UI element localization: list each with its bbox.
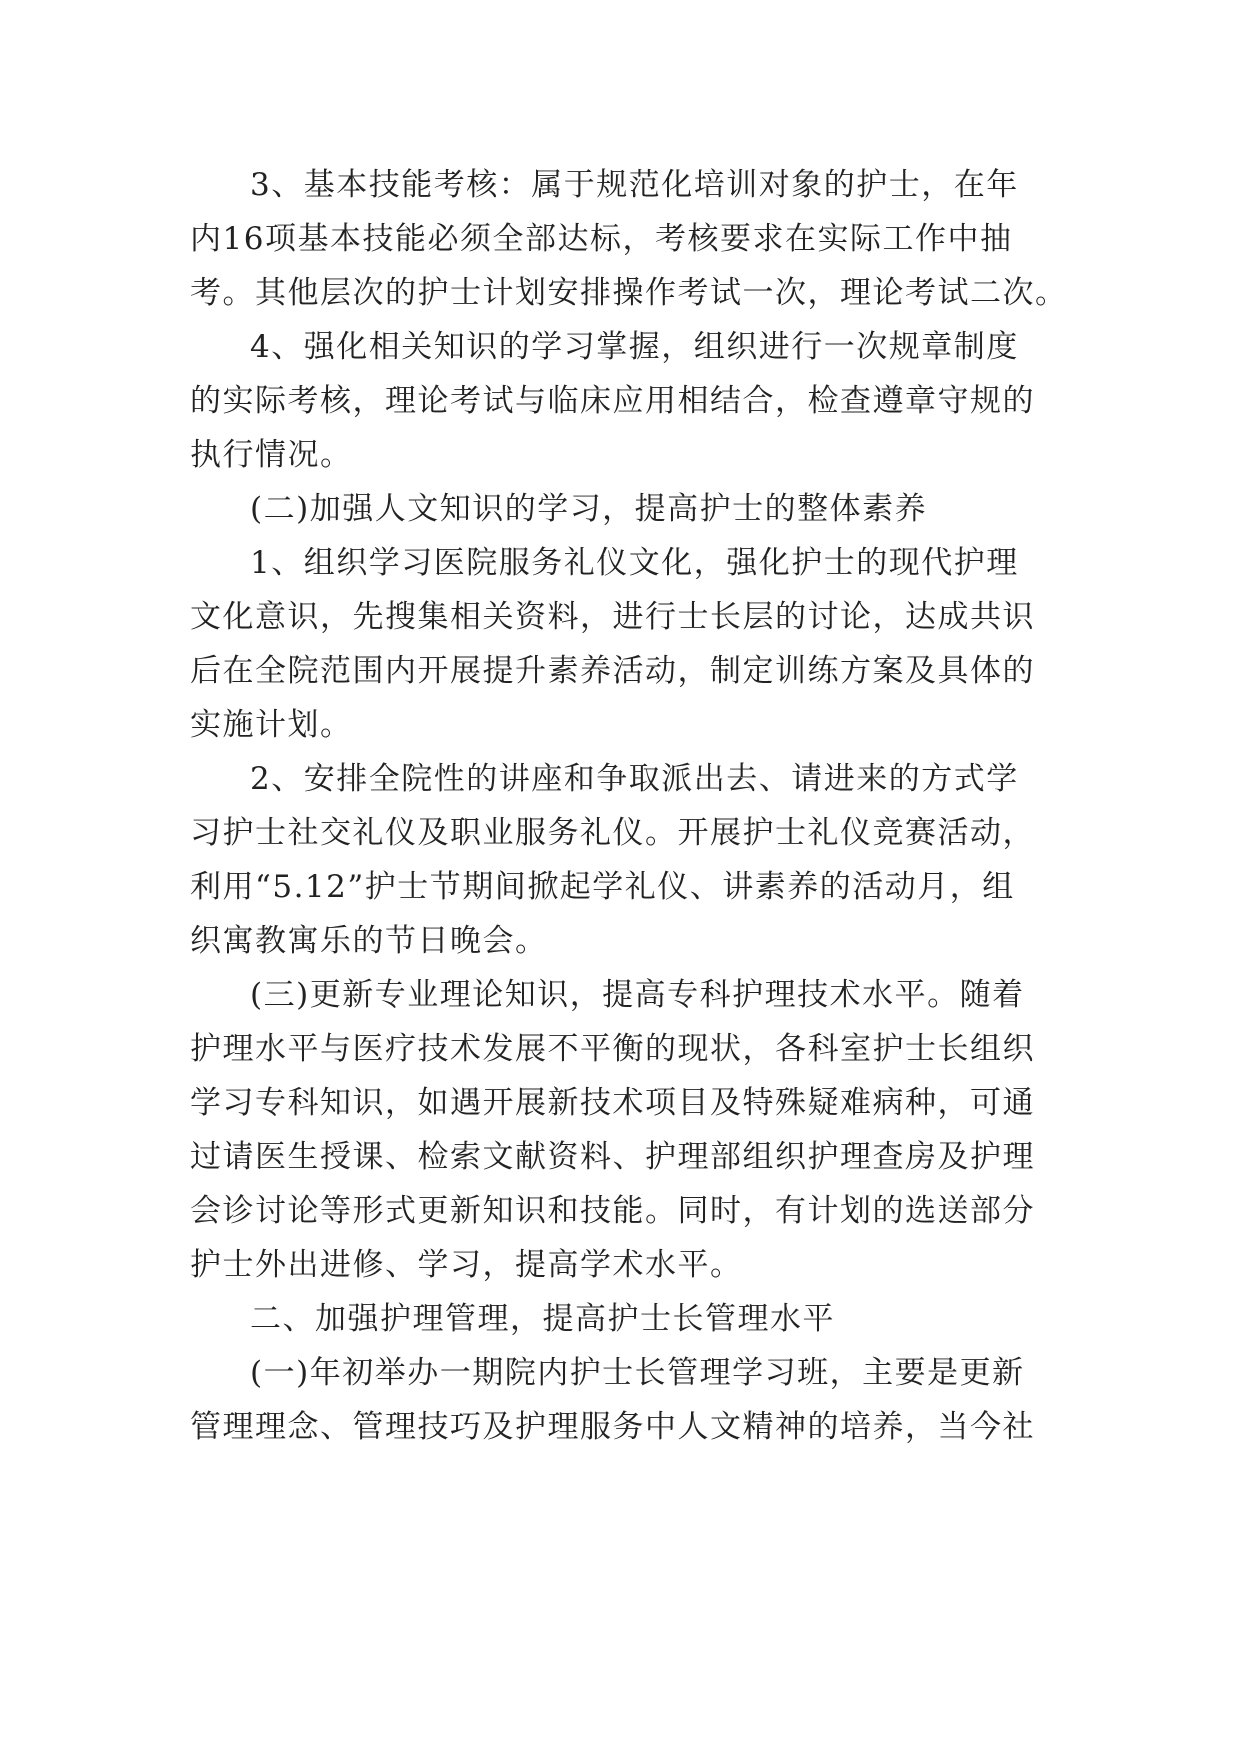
- paragraph-line: (三)更新专业理论知识，提高专科护理技术水平。随着: [250, 977, 1025, 1013]
- paragraph-line: 学习专科知识，如遇开展新技术项目及特殊疑难病种，可通: [190, 1085, 1035, 1121]
- paragraph-line: 利用“5.12”护士节期间掀起学礼仪、讲素养的活动月，组: [190, 869, 1015, 905]
- paragraph-line: 3、基本技能考核：属于规范化培训对象的护士，在年: [250, 167, 1019, 203]
- paragraph-line: 内16项基本技能必须全部达标，考核要求在实际工作中抽: [190, 221, 1013, 257]
- paragraph-line: 后在全院范围内开展提升素养活动，制定训练方案及具体的: [190, 653, 1035, 689]
- paragraph-line: 4、强化相关知识的学习掌握，组织进行一次规章制度: [250, 329, 1019, 365]
- paragraph-line: 的实际考核，理论考试与临床应用相结合，检查遵章守规的: [190, 383, 1035, 419]
- paragraph-line: 管理理念、管理技巧及护理服务中人文精神的培养，当今社: [190, 1409, 1035, 1445]
- paragraph-line: 文化意识，先搜集相关资料，进行士长层的讨论，达成共识: [190, 599, 1035, 635]
- paragraph-line: 会诊讨论等形式更新知识和技能。同时，有计划的选送部分: [190, 1193, 1035, 1229]
- document-body: [190, 158, 1068, 1454]
- paragraph-line: 过请医生授课、检索文献资料、护理部组织护理查房及护理: [190, 1139, 1035, 1175]
- paragraph-line: 实施计划。: [190, 707, 353, 743]
- section-heading: 二、加强护理管理，提高护士长管理水平: [250, 1301, 835, 1337]
- paragraph-line: 护理水平与医疗技术发展不平衡的现状，各科室护士长组织: [190, 1031, 1035, 1067]
- paragraph-line: 1、组织学习医院服务礼仪文化，强化护士的现代护理: [250, 545, 1019, 581]
- paragraph-line: 执行情况。: [190, 437, 353, 473]
- paragraph-line: 护士外出进修、学习，提高学术水平。: [190, 1247, 743, 1283]
- paragraph-line: 2、安排全院性的讲座和争取派出去、请进来的方式学: [250, 761, 1019, 797]
- paragraph-line: 织寓教寓乐的节日晚会。: [190, 923, 548, 959]
- section-heading: (二)加强人文知识的学习，提高护士的整体素养: [250, 491, 928, 527]
- paragraph-line: (一)年初举办一期院内护士长管理学习班，主要是更新: [250, 1355, 1025, 1391]
- paragraph-line: 考。其他层次的护士计划安排操作考试一次，理论考试二次。: [190, 275, 1068, 311]
- paragraph-line: 习护士社交礼仪及职业服务礼仪。开展护士礼仪竞赛活动，: [190, 815, 1035, 851]
